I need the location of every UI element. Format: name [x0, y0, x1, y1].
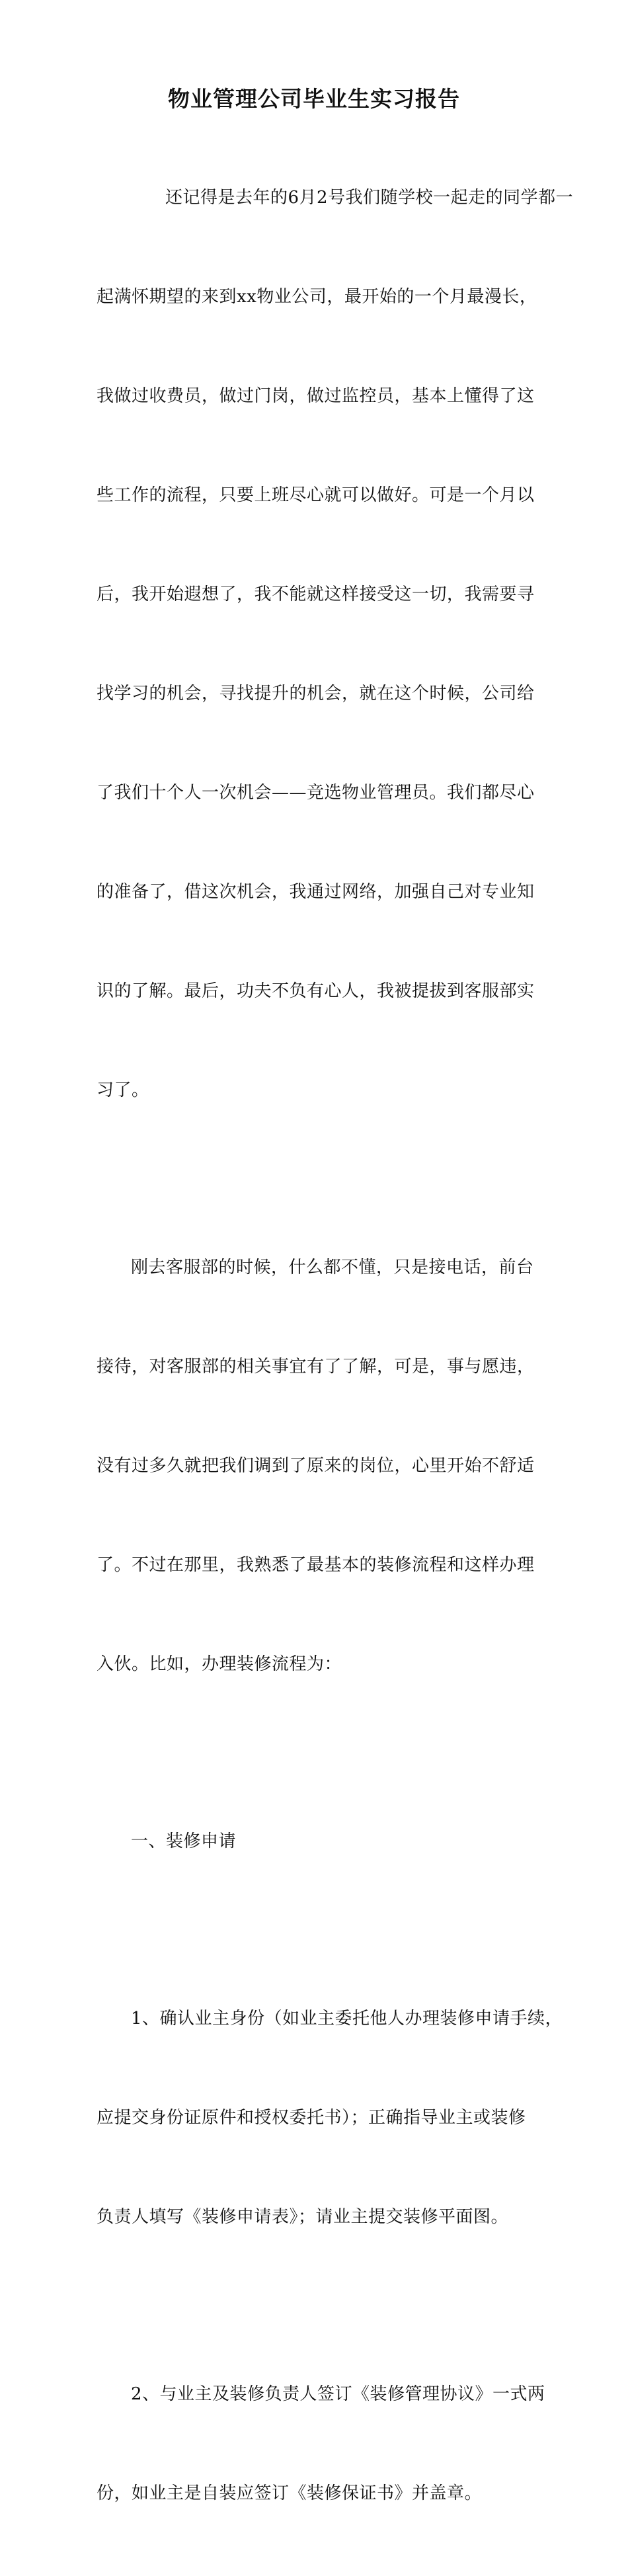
text-line: 份，如业主是自装应签订《装修保证书》并盖章。 — [97, 2483, 483, 2503]
text-line: 2、与业主及装修负责人签订《装修管理协议》一式两 — [131, 2384, 545, 2404]
list-item-1 — [97, 1936, 563, 2300]
text-line: 些工作的流程，只要上班尽心就可以做好。可是一个月以 — [97, 485, 535, 505]
section-heading-renovation-application — [97, 1759, 550, 1924]
text-line: 起满怀期望的来到xx物业公司，最开始的一个月最漫长， — [97, 287, 537, 307]
list-item-2 — [97, 2312, 550, 2576]
text-line: 了我们十个人一次机会——竞选物业管理员。我们都尽心 — [97, 783, 535, 803]
text-line: 入伙。比如，办理装修流程为： — [97, 1654, 342, 1674]
text-line: 习了。 — [97, 1080, 149, 1100]
paragraph-customer-service — [97, 1185, 550, 1747]
text-line: 负责人填写《装修申请表》；请业主提交装修平面图。 — [97, 2207, 509, 2227]
text-line: 刚去客服部的时候，什么都不懂，只是接电话，前台 — [131, 1258, 534, 1277]
text-line: 找学习的机会，寻找提升的机会，就在这个时候，公司给 — [97, 684, 535, 704]
text-line: 没有过多久就把我们调到了原来的岗位，心里开始不舒适 — [97, 1456, 535, 1476]
paragraph-intro — [97, 115, 574, 1173]
text-line: 还记得是去年的6月2号我们随学校一起走的同学都一 — [165, 188, 574, 208]
text-line: 一、装修申请 — [131, 1831, 237, 1851]
text-line: 识的了解。最后，功夫不负有心人，我被提拔到客服部实 — [97, 981, 535, 1001]
text-line: 的准备了，借这次机会，我通过网络，加强自己对专业知 — [97, 882, 535, 902]
document-title: 物业管理公司毕业生实习报告 — [168, 86, 460, 112]
text-line: 后，我开始遐想了，我不能就这样接受这一切，我需要寻 — [97, 584, 535, 604]
text-line: 了。不过在那里，我熟悉了最基本的装修流程和这样办理 — [97, 1555, 535, 1575]
text-line: 我做过收费员，做过门岗，做过监控员，基本上懂得了这 — [97, 386, 535, 406]
text-line: 接待，对客服部的相关事宜有了了解，可是，事与愿违， — [97, 1357, 535, 1377]
text-line: 应提交身份证原件和授权委托书）；正确指导业主或装修 — [97, 2108, 526, 2128]
text-line: 1、确认业主身份（如业主委托他人办理装修申请手续， — [131, 2009, 563, 2029]
document-body — [97, 115, 574, 2576]
